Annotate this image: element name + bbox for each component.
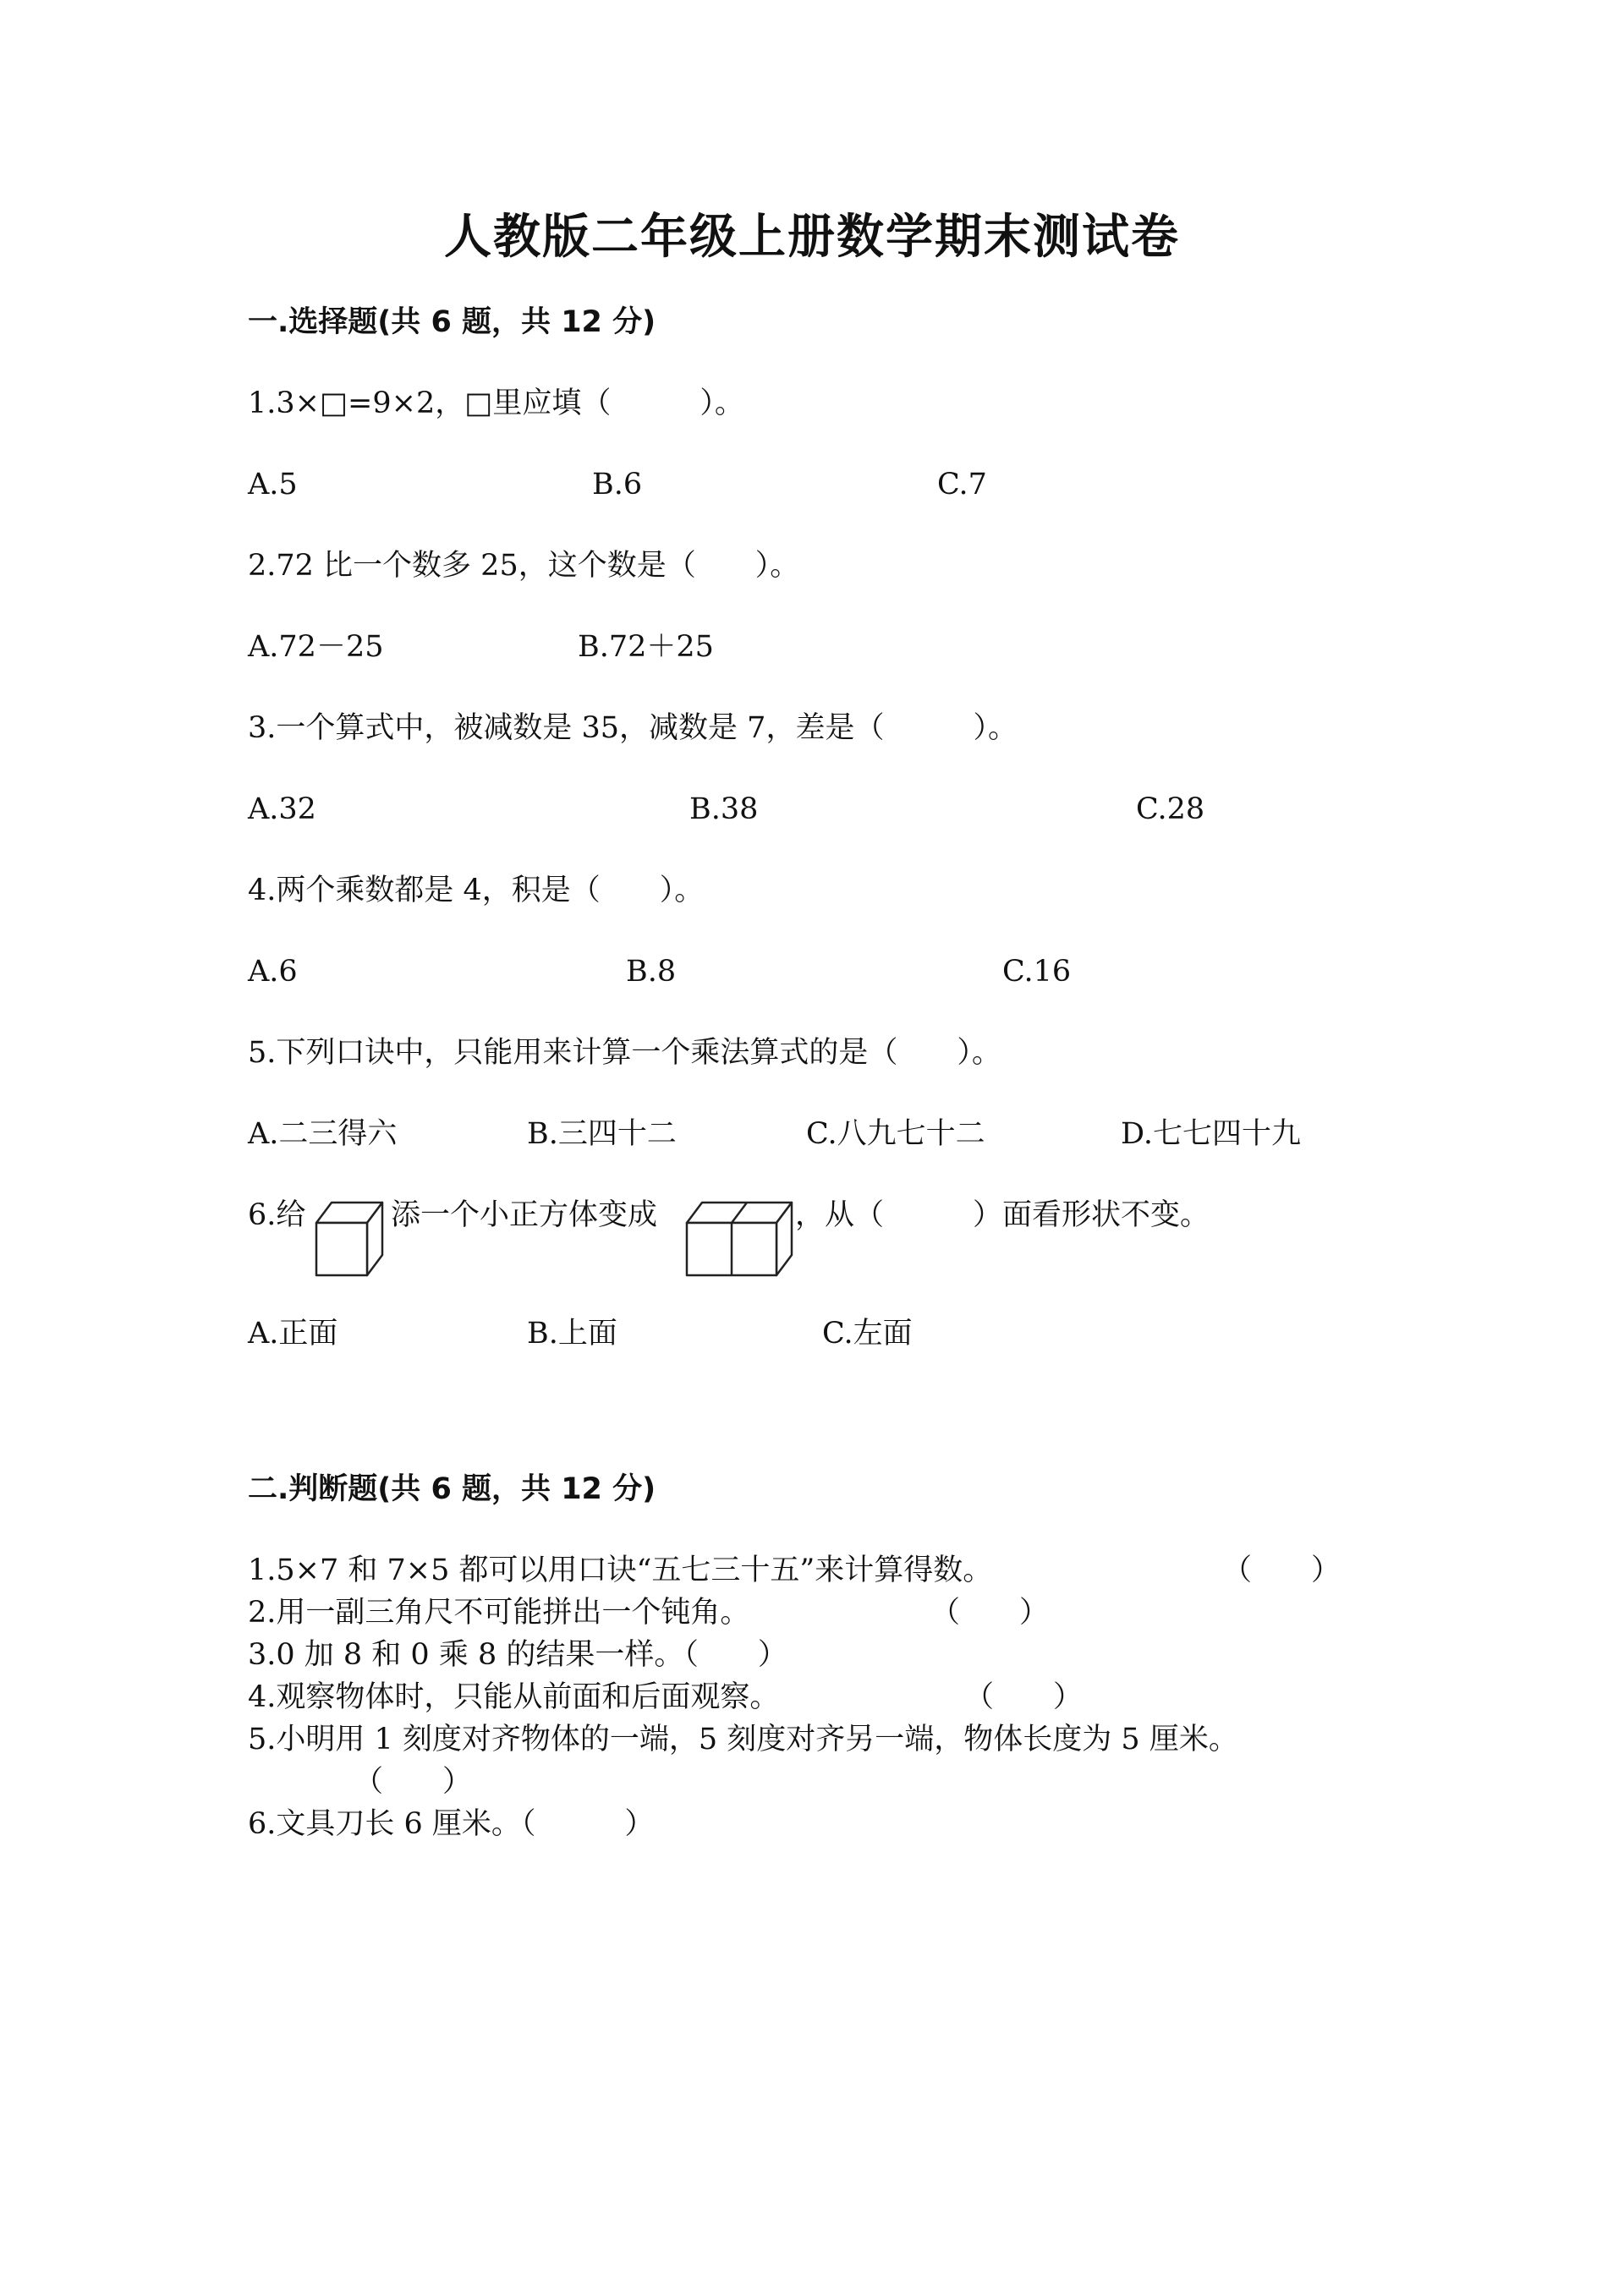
question-1-option-b: B.6: [592, 468, 643, 501]
double-cube-figure: [683, 1192, 802, 1277]
question-4-option-b: B.8: [626, 955, 677, 989]
question-5-option-d: D.七七四十九: [1121, 1117, 1301, 1151]
question-5-option-b: B.三四十二: [527, 1117, 677, 1151]
question-4-option-a: A.6: [248, 955, 298, 989]
section2-heading: 二.判断题(共 6 题，共 12 分): [248, 1472, 656, 1506]
page-title: 人教版二年级上册数学期末测试卷: [444, 210, 1180, 265]
judgement-1-blank: （ ）: [1222, 1553, 1341, 1587]
question-1-stem: 1.3×□=9×2，□里应填（ ）。: [248, 386, 744, 420]
judgement-5-text: 5.小明用 1 刻度对齐物体的一端，5 刻度对齐另一端，物体长度为 5 厘米。: [248, 1723, 1238, 1756]
judgement-1-text: 1.5×7 和 7×5 都可以用口诀“五七三十五”来计算得数。: [248, 1553, 993, 1587]
question-3-stem: 3.一个算式中，被减数是 35，减数是 7，差是（ ）。: [248, 711, 1018, 745]
question-6-option-c: C.左面: [822, 1317, 913, 1351]
judgement-2-blank: （ ）: [930, 1596, 1050, 1630]
section1-heading: 一.选择题(共 6 题，共 12 分): [248, 305, 656, 339]
judgement-3-text: 3.0 加 8 和 0 乘 8 的结果一样。（ ）: [248, 1638, 787, 1672]
judgement-4-text: 4.观察物体时，只能从前面和后面观察。: [248, 1680, 780, 1714]
judgement-4-blank: （ ）: [964, 1680, 1084, 1714]
judgement-5-blank: （ ）: [354, 1765, 473, 1799]
question-5-option-c: C.八九七十二: [806, 1117, 985, 1151]
question-4-option-c: C.16: [1002, 955, 1072, 989]
question-2-option-b: B.72＋25: [578, 630, 714, 664]
single-cube-figure: [313, 1192, 389, 1277]
question-3-option-a: A.32: [248, 792, 316, 826]
question-1-option-c: C.7: [937, 468, 987, 501]
question-6-option-a: A.正面: [248, 1317, 338, 1351]
question-3-option-c: C.28: [1136, 792, 1205, 826]
question-6-stem-part2: 添一个小正方体变成: [391, 1198, 658, 1232]
question-6-stem-part3: ，从（ ）面看形状不变。: [795, 1198, 1210, 1232]
question-5-option-a: A.二三得六: [248, 1117, 398, 1151]
question-3-option-b: B.38: [689, 792, 759, 826]
question-1-option-a: A.5: [248, 468, 298, 501]
judgement-6-text: 6.文具刀长 6 厘米。（ ）: [248, 1807, 655, 1841]
question-2-stem: 2.72 比一个数多 25，这个数是（ ）。: [248, 549, 800, 583]
question-5-stem: 5.下列口诀中，只能用来计算一个乘法算式的是（ ）。: [248, 1036, 1001, 1070]
question-2-option-a: A.72－25: [248, 630, 384, 664]
judgement-2-text: 2.用一副三角尺不可能拼出一个钝角。: [248, 1596, 750, 1630]
question-6-stem-part1: 6.给: [248, 1198, 306, 1232]
question-6-option-b: B.上面: [527, 1317, 617, 1351]
question-4-stem: 4.两个乘数都是 4，积是（ ）。: [248, 874, 705, 907]
